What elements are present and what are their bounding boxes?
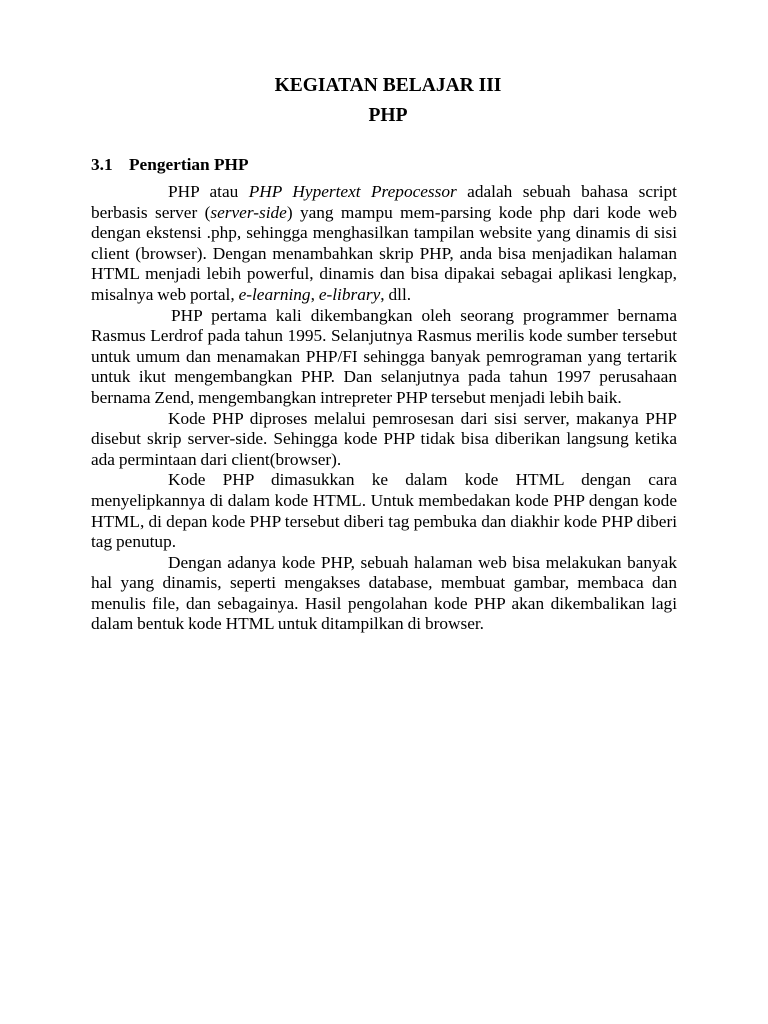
paragraph-2: PHP pertama kali dikembangkan oleh seorang programmer bernama Rasmus Lerdrof pada tahun 1995. Selanjutnya Rasmus merilis kode sumber tersebut untuk umum dan menamakan PHP/FI sehingga banyak pemrograman yang tertarik untuk ikut mengembangkan PHP. Dan selanjutnya pada tahun 1997 perusahaan bernama Zend, mengembangkan intrepreter PHP tersebut menjadi lebih baik. bbox=[91, 305, 677, 407]
paragraph-4: Kode PHP dimasukkan ke dalam kode HTML dengan cara menyelipkannya di dalam kode HTML. Untuk membedakan kode PHP dengan kode HTML, di depan kode PHP tersebut diberi tag pembuka dan diakhir kode PHP diberi tag penutup. bbox=[91, 470, 677, 552]
paragraph-5: Dengan adanya kode PHP, sebuah halaman web bisa melakukan banyak hal yang dinamis, seperti mengakses database, membuat gambar, membaca dan menulis file, dan sebagainya. Hasil pengolahan kode PHP akan dikembalikan lagi dalam bentuk kode HTML untuk ditampilkan di browser. bbox=[91, 552, 677, 634]
p1-text-a: PHP atau bbox=[168, 182, 249, 201]
section-title: Pengertian PHP bbox=[129, 155, 249, 174]
section-number: 3.1 bbox=[91, 155, 113, 174]
p1-italic-term: PHP Hypertext Prepocessor bbox=[248, 182, 457, 201]
paragraph-1 bbox=[91, 182, 677, 306]
p1-text-g: , bbox=[310, 284, 319, 304]
p1-italic-e-library: e-library bbox=[318, 284, 381, 304]
p1-text-i: , dll. bbox=[380, 284, 412, 304]
document-page bbox=[91, 72, 677, 635]
document-title: KEGIATAN BELAJAR III bbox=[274, 75, 502, 96]
p1-text-c: adalah sebuah bahasa script berbasis server ( bbox=[91, 182, 677, 222]
document-subtitle: PHP bbox=[368, 105, 408, 126]
p1-italic-server-side: server-side bbox=[210, 202, 287, 222]
p1-text-e: ) yang mampu mem-parsing kode php dari kode web dengan ekstensi .php, sehingga menghasilkan tampilan website yang dinamis di sisi client (browser). Dengan menambahkan skrip PHP, anda bisa menjadikan halaman HTML menjadi lebih powerful, dinamis dan bisa dipakai sebagai aplikasi lengkap, misalnya web portal, bbox=[91, 202, 677, 304]
paragraph-3: Kode PHP diproses melalui pemrosesan dari sisi server, makanya PHP disebut skrip server-side. Sehingga kode PHP tidak bisa diberikan langsung ketika ada permintaan dari client(browser). bbox=[91, 408, 677, 469]
section-heading bbox=[91, 154, 677, 176]
p1-italic-e-learning: e-learning bbox=[238, 284, 311, 304]
